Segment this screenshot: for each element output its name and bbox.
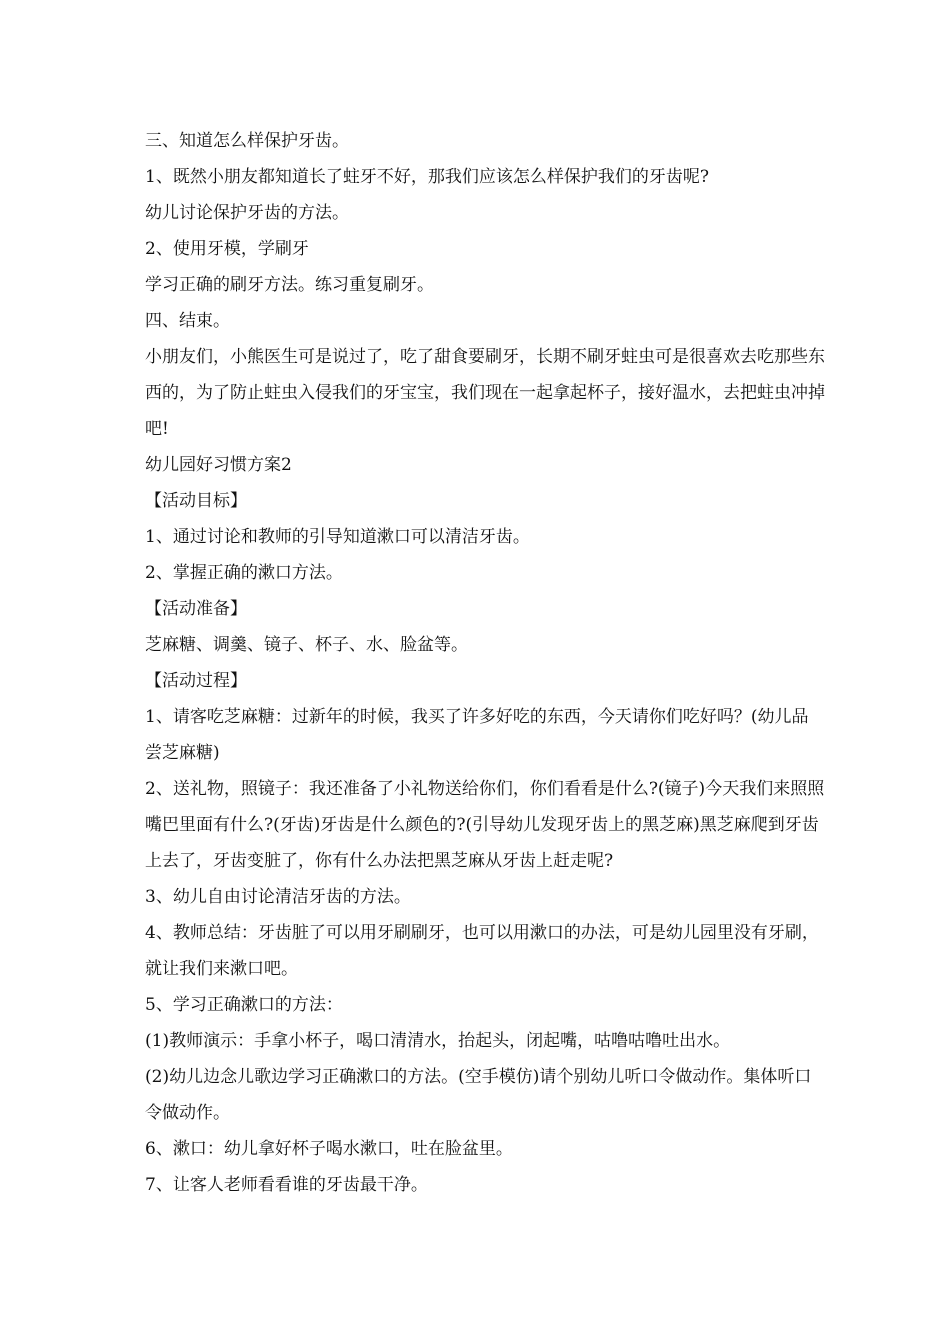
- paragraph: 幼儿讨论保护牙齿的方法。: [145, 203, 349, 223]
- section-heading-ending: 四、结束。: [145, 311, 230, 331]
- paragraph: 芝麻糖、调羹、镜子、杯子、水、脸盆等。: [145, 635, 468, 655]
- paragraph: 5、学习正确漱口的方法：: [145, 995, 343, 1015]
- paragraph: 1、请客吃芝麻糖：过新年的时候，我买了许多好吃的东西，今天请你们吃好吗？(幼儿品尝芝麻糖): [145, 707, 809, 763]
- paragraph: 小朋友们，小熊医生可是说过了，吃了甜食要刷牙，长期不刷牙蛀虫可是很喜欢去吃那些东西的，为了防止蛀虫入侵我们的牙宝宝，我们现在一起拿起杯子，接好温水，去把蛀虫冲掉吧!: [145, 347, 825, 439]
- section-heading-process: 【活动过程】: [145, 671, 247, 691]
- paragraph: 4、教师总结：牙齿脏了可以用牙刷刷牙，也可以用漱口的办法，可是幼儿园里没有牙刷，就让我们来漱口吧。: [145, 923, 819, 979]
- section-heading-preparation: 【活动准备】: [145, 599, 247, 619]
- paragraph: 学习正确的刷牙方法。练习重复刷牙。: [145, 275, 434, 295]
- document-body: [145, 123, 825, 1203]
- paragraph: 2、使用牙模，学刷牙: [145, 239, 309, 259]
- paragraph: 1、通过讨论和教师的引导知道漱口可以清洁牙齿。: [145, 527, 530, 547]
- plan-title: 幼儿园好习惯方案2: [145, 455, 292, 475]
- section-heading-goals: 【活动目标】: [145, 491, 247, 511]
- paragraph: 7、让客人老师看看谁的牙齿最干净。: [145, 1175, 428, 1195]
- paragraph: 2、掌握正确的漱口方法。: [145, 563, 343, 583]
- paragraph: 6、漱口：幼儿拿好杯子喝水漱口，吐在脸盆里。: [145, 1139, 513, 1159]
- paragraph: 1、既然小朋友都知道长了蛀牙不好，那我们应该怎么样保护我们的牙齿呢?: [145, 167, 709, 187]
- paragraph: 3、幼儿自由讨论清洁牙齿的方法。: [145, 887, 411, 907]
- paragraph: 2、送礼物，照镜子：我还准备了小礼物送给你们，你们看看是什么?(镜子)今天我们来照照嘴巴里面有什么?(牙齿)牙齿是什么颜色的?(引导幼儿发现牙齿上的黑芝麻)黑芝麻爬到牙齿上去了，牙齿变脏了，你有什么办法把黑芝麻从牙齿上赶走呢?: [145, 779, 825, 871]
- paragraph: (1)教师演示：手拿小杯子，喝口清清水，抬起头，闭起嘴，咕噜咕噜吐出水。: [145, 1031, 731, 1051]
- section-heading-protect-teeth: 三、知道怎么样保护牙齿。: [145, 131, 349, 151]
- paragraph: (2)幼儿边念儿歌边学习正确漱口的方法。(空手模仿)请个别幼儿听口令做动作。集体听口令做动作。: [145, 1067, 812, 1123]
